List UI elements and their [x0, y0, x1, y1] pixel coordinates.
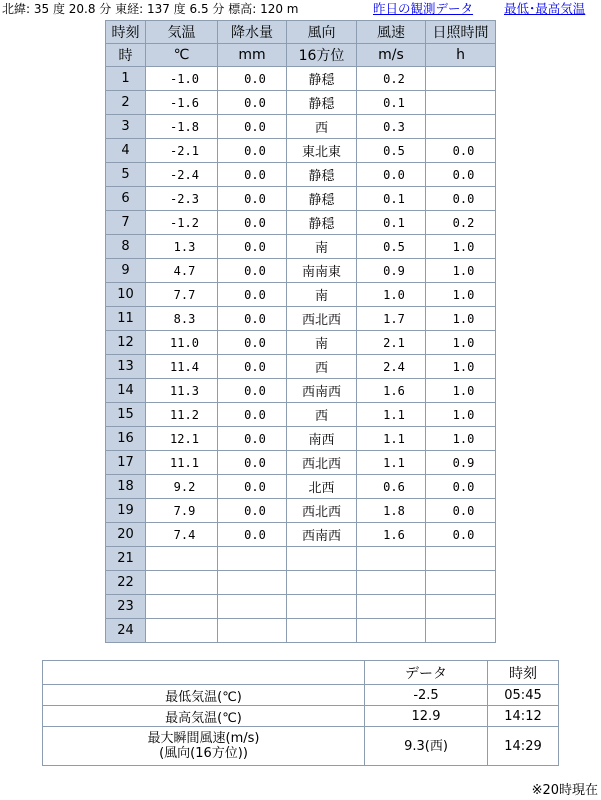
extremes-header-row [43, 661, 559, 685]
units-row [106, 44, 496, 67]
cell-hour: 21 [106, 547, 146, 571]
cell-hour: 9 [106, 259, 146, 283]
cell-wind-speed: 1.0 [357, 283, 426, 307]
max-gust-time: 14:29 [488, 727, 559, 766]
table-row [106, 499, 496, 523]
cell-temperature: -1.6 [146, 91, 218, 115]
cell-wind-direction: 西 [287, 403, 357, 427]
cell-precipitation: 0.0 [218, 91, 287, 115]
cell-precipitation [218, 547, 287, 571]
table-row [106, 235, 496, 259]
cell-hour: 8 [106, 235, 146, 259]
cell-wind-direction: 静穏 [287, 187, 357, 211]
cell-wind-direction [287, 547, 357, 571]
table-row [106, 67, 496, 91]
cell-temperature: 7.7 [146, 283, 218, 307]
cell-temperature: 7.4 [146, 523, 218, 547]
cell-wind-speed: 0.1 [357, 91, 426, 115]
cell-temperature: 7.9 [146, 499, 218, 523]
cell-precipitation: 0.0 [218, 499, 287, 523]
cell-sunshine: 0.0 [426, 163, 496, 187]
min-temp-row [43, 685, 559, 706]
cell-sunshine: 0.9 [426, 451, 496, 475]
cell-wind-direction: 西北西 [287, 451, 357, 475]
cell-hour: 1 [106, 67, 146, 91]
cell-wind-direction [287, 619, 357, 643]
table-row [106, 91, 496, 115]
table-row [106, 307, 496, 331]
cell-precipitation: 0.0 [218, 355, 287, 379]
cell-wind-speed: 1.1 [357, 403, 426, 427]
cell-sunshine: 0.0 [426, 475, 496, 499]
cell-hour: 17 [106, 451, 146, 475]
cell-precipitation: 0.0 [218, 427, 287, 451]
cell-wind-direction: 西北西 [287, 499, 357, 523]
col-header-wind-direction: 風向 [287, 21, 357, 44]
cell-wind-direction: 静穏 [287, 91, 357, 115]
cell-wind-direction: 西南西 [287, 379, 357, 403]
cell-sunshine [426, 91, 496, 115]
table-row [106, 115, 496, 139]
cell-temperature: 4.7 [146, 259, 218, 283]
cell-sunshine: 1.0 [426, 259, 496, 283]
extremes-link[interactable]: 最低･最高気温 [504, 1, 586, 16]
cell-hour: 16 [106, 427, 146, 451]
cell-sunshine: 1.0 [426, 307, 496, 331]
cell-temperature: -1.2 [146, 211, 218, 235]
cell-precipitation [218, 571, 287, 595]
max-gust-row [43, 727, 559, 766]
cell-temperature: 1.3 [146, 235, 218, 259]
cell-hour: 4 [106, 139, 146, 163]
cell-wind-speed: 0.9 [357, 259, 426, 283]
cell-wind-speed: 2.4 [357, 355, 426, 379]
station-location: 北緯: 35 度 20.8 分 東経: 137 度 6.5 分 標高: 120 m [2, 2, 299, 16]
cell-precipitation: 0.0 [218, 67, 287, 91]
cell-wind-speed: 0.5 [357, 139, 426, 163]
cell-wind-direction: 南西 [287, 427, 357, 451]
min-temp-label: 最低気温(℃) [43, 685, 365, 706]
table-row [106, 163, 496, 187]
current-time-note: ※20時現在 [531, 783, 598, 798]
cell-precipitation: 0.0 [218, 115, 287, 139]
cell-hour: 15 [106, 403, 146, 427]
cell-wind-direction: 西 [287, 355, 357, 379]
cell-sunshine [426, 595, 496, 619]
cell-wind-speed [357, 571, 426, 595]
table-row [106, 523, 496, 547]
cell-temperature: 9.2 [146, 475, 218, 499]
cell-hour: 2 [106, 91, 146, 115]
cell-wind-direction: 西南西 [287, 523, 357, 547]
cell-hour: 20 [106, 523, 146, 547]
table-row [106, 187, 496, 211]
cell-wind-speed [357, 595, 426, 619]
cell-precipitation: 0.0 [218, 259, 287, 283]
cell-temperature: -2.1 [146, 139, 218, 163]
extremes-header-data: データ [365, 661, 488, 685]
max-gust-value: 9.3(西) [365, 727, 488, 766]
cell-sunshine [426, 67, 496, 91]
cell-sunshine: 1.0 [426, 403, 496, 427]
cell-hour: 18 [106, 475, 146, 499]
cell-hour: 7 [106, 211, 146, 235]
cell-sunshine [426, 571, 496, 595]
yesterday-data-link[interactable]: 昨日の観測データ [373, 1, 474, 16]
cell-wind-speed: 0.2 [357, 67, 426, 91]
cell-precipitation: 0.0 [218, 451, 287, 475]
cell-wind-speed: 0.1 [357, 187, 426, 211]
cell-wind-speed: 1.6 [357, 523, 426, 547]
unit-temperature: ℃ [146, 44, 218, 67]
cell-temperature: 11.2 [146, 403, 218, 427]
cell-wind-speed: 1.8 [357, 499, 426, 523]
cell-wind-speed: 0.6 [357, 475, 426, 499]
table-row [106, 547, 496, 571]
cell-hour: 23 [106, 595, 146, 619]
cell-wind-speed: 1.1 [357, 451, 426, 475]
cell-wind-direction: 静穏 [287, 211, 357, 235]
cell-sunshine: 0.2 [426, 211, 496, 235]
max-temp-row [43, 706, 559, 727]
min-temp-time: 05:45 [488, 685, 559, 706]
cell-precipitation: 0.0 [218, 331, 287, 355]
cell-temperature: -2.3 [146, 187, 218, 211]
max-temp-value: 12.9 [365, 706, 488, 727]
cell-temperature: 11.4 [146, 355, 218, 379]
table-row [106, 451, 496, 475]
cell-wind-direction: 南 [287, 331, 357, 355]
table-row [106, 619, 496, 643]
cell-sunshine: 1.0 [426, 355, 496, 379]
unit-precipitation: mm [218, 44, 287, 67]
cell-wind-speed: 0.3 [357, 115, 426, 139]
cell-temperature: 11.3 [146, 379, 218, 403]
table-row [106, 355, 496, 379]
cell-wind-speed: 0.5 [357, 235, 426, 259]
table-row [106, 139, 496, 163]
cell-hour: 5 [106, 163, 146, 187]
max-gust-label: 最大瞬間風速(m/s) [147, 731, 260, 746]
cell-hour: 11 [106, 307, 146, 331]
cell-sunshine: 1.0 [426, 427, 496, 451]
cell-sunshine [426, 619, 496, 643]
table-row [106, 259, 496, 283]
max-temp-time: 14:12 [488, 706, 559, 727]
cell-wind-direction [287, 571, 357, 595]
cell-hour: 24 [106, 619, 146, 643]
cell-wind-speed: 1.6 [357, 379, 426, 403]
cell-wind-speed: 2.1 [357, 331, 426, 355]
cell-sunshine: 0.0 [426, 499, 496, 523]
cell-wind-direction: 静穏 [287, 163, 357, 187]
cell-sunshine: 1.0 [426, 235, 496, 259]
cell-sunshine: 0.0 [426, 187, 496, 211]
max-temp-label: 最高気温(℃) [43, 706, 365, 727]
cell-precipitation: 0.0 [218, 139, 287, 163]
cell-precipitation: 0.0 [218, 283, 287, 307]
col-header-temperature: 気温 [146, 21, 218, 44]
cell-wind-speed: 1.1 [357, 427, 426, 451]
cell-wind-direction: 西 [287, 115, 357, 139]
cell-wind-speed [357, 619, 426, 643]
unit-sunshine: h [426, 44, 496, 67]
cell-sunshine: 0.0 [426, 523, 496, 547]
cell-sunshine: 0.0 [426, 139, 496, 163]
cell-hour: 13 [106, 355, 146, 379]
col-header-hour: 時刻 [106, 21, 146, 44]
cell-precipitation: 0.0 [218, 211, 287, 235]
cell-temperature: 11.0 [146, 331, 218, 355]
table-row [106, 211, 496, 235]
table-row [106, 379, 496, 403]
cell-precipitation: 0.0 [218, 163, 287, 187]
daily-extremes-table [42, 660, 559, 766]
cell-sunshine: 1.0 [426, 379, 496, 403]
min-temp-value: -2.5 [365, 685, 488, 706]
table-row [106, 427, 496, 451]
cell-temperature: -1.0 [146, 67, 218, 91]
col-header-wind-speed: 風速 [357, 21, 426, 44]
cell-temperature [146, 619, 218, 643]
cell-sunshine [426, 115, 496, 139]
cell-precipitation [218, 595, 287, 619]
cell-hour: 19 [106, 499, 146, 523]
cell-precipitation [218, 619, 287, 643]
extremes-header-blank [43, 661, 365, 685]
cell-precipitation: 0.0 [218, 523, 287, 547]
cell-wind-speed: 1.7 [357, 307, 426, 331]
cell-temperature [146, 571, 218, 595]
table-row [106, 571, 496, 595]
cell-wind-direction: 東北東 [287, 139, 357, 163]
table-row [106, 331, 496, 355]
hourly-observation-table [105, 20, 496, 643]
cell-precipitation: 0.0 [218, 475, 287, 499]
unit-wind-speed: m/s [357, 44, 426, 67]
table-row [106, 595, 496, 619]
cell-wind-speed: 0.1 [357, 211, 426, 235]
cell-temperature: -1.8 [146, 115, 218, 139]
cell-wind-direction: 南 [287, 235, 357, 259]
cell-temperature: 11.1 [146, 451, 218, 475]
unit-hour: 時 [106, 44, 146, 67]
max-gust-label-cell [43, 727, 365, 766]
cell-precipitation: 0.0 [218, 403, 287, 427]
cell-wind-direction: 北西 [287, 475, 357, 499]
cell-temperature: 12.1 [146, 427, 218, 451]
col-header-sunshine: 日照時間 [426, 21, 496, 44]
cell-precipitation: 0.0 [218, 379, 287, 403]
cell-temperature [146, 547, 218, 571]
cell-temperature [146, 595, 218, 619]
header-row [106, 21, 496, 44]
cell-wind-speed: 0.0 [357, 163, 426, 187]
cell-hour: 10 [106, 283, 146, 307]
cell-wind-direction: 南 [287, 283, 357, 307]
cell-wind-direction: 南南東 [287, 259, 357, 283]
cell-wind-direction: 西北西 [287, 307, 357, 331]
cell-hour: 6 [106, 187, 146, 211]
extremes-header-time: 時刻 [488, 661, 559, 685]
cell-hour: 12 [106, 331, 146, 355]
cell-hour: 22 [106, 571, 146, 595]
cell-precipitation: 0.0 [218, 235, 287, 259]
table-row [106, 475, 496, 499]
cell-hour: 14 [106, 379, 146, 403]
col-header-precipitation: 降水量 [218, 21, 287, 44]
max-gust-direction-label: (風向(16方位)) [159, 746, 248, 761]
cell-wind-direction: 静穏 [287, 67, 357, 91]
cell-sunshine: 1.0 [426, 331, 496, 355]
cell-wind-direction [287, 595, 357, 619]
cell-sunshine [426, 547, 496, 571]
cell-precipitation: 0.0 [218, 187, 287, 211]
cell-wind-speed [357, 547, 426, 571]
cell-sunshine: 1.0 [426, 283, 496, 307]
table-row [106, 283, 496, 307]
table-row [106, 403, 496, 427]
cell-temperature: -2.4 [146, 163, 218, 187]
unit-wind-direction: 16方位 [287, 44, 357, 67]
cell-precipitation: 0.0 [218, 307, 287, 331]
cell-hour: 3 [106, 115, 146, 139]
cell-temperature: 8.3 [146, 307, 218, 331]
